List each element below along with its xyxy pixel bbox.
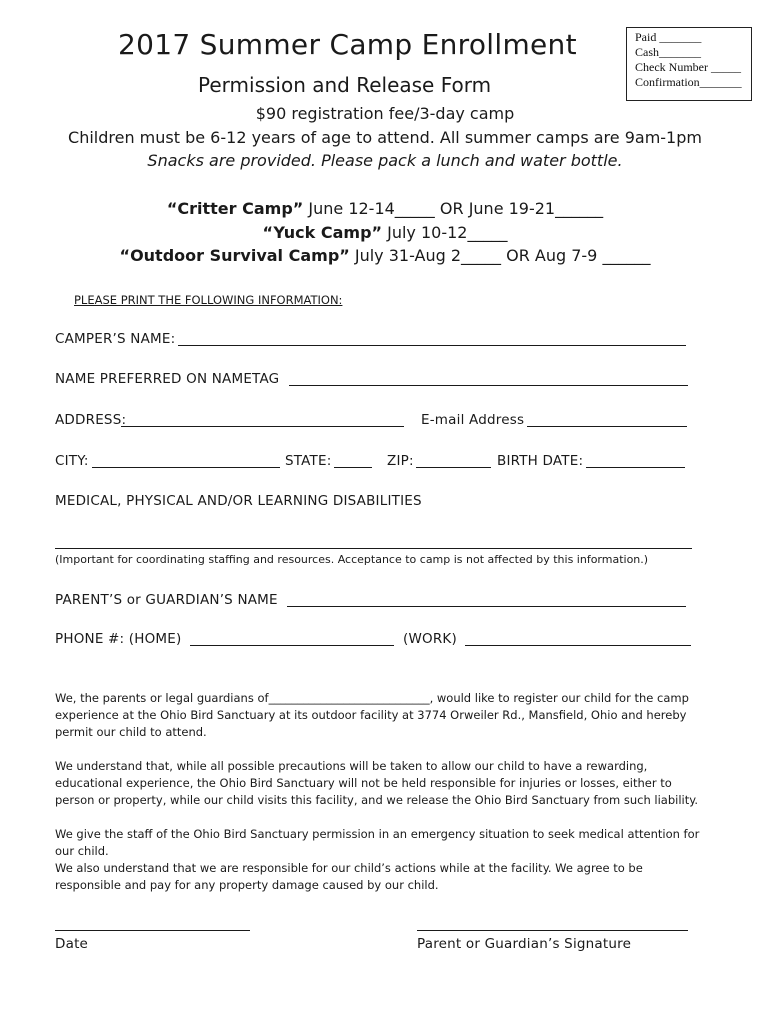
zip-field[interactable] [416, 467, 491, 468]
camp-option-yuck [0, 223, 770, 242]
phone-work-label: (WORK) [403, 631, 457, 647]
nametag-label: NAME PREFERRED ON NAMETAG [55, 371, 280, 387]
release-paragraph-liability: We understand that, while all possible precautions will be taken to allow our child to have a rewarding, educational experience, the Ohio Bird Sanctuary will not be held responsible for injuries or losses, either to person or property, while our child visits this facility, and we release the Ohio Bird Sanctuary from such liability. [55, 759, 699, 807]
snack-info: Snacks are provided. Please pack a lunch and water bottle. [147, 151, 623, 170]
cash-field: Cash_______ [635, 45, 701, 59]
print-instruction: PLEASE PRINT THE FOLLOWING INFORMATION: [74, 293, 343, 307]
office-use-box [626, 27, 752, 101]
camper-name-label: CAMPER’S NAME: [55, 331, 176, 347]
camper-name-field[interactable] [178, 345, 686, 346]
medical-label: MEDICAL, PHYSICAL AND/OR LEARNING DISABILITIES [55, 493, 422, 509]
camp-dates: July 10-12_____ [382, 223, 508, 242]
parent-name-label: PARENT’S or GUARDIAN’S NAME [55, 592, 278, 608]
age-info: Children must be 6-12 years of age to attend. All summer camps are 9am-1pm [68, 128, 702, 147]
birth-date-label: BIRTH DATE: [497, 453, 584, 469]
address-label: ADDRESS: [55, 412, 127, 428]
fee-info: $90 registration fee/3-day camp [255, 104, 515, 123]
signature-field[interactable] [417, 930, 688, 931]
phone-home-label: PHONE #: (HOME) [55, 631, 182, 647]
birth-date-field[interactable] [586, 467, 685, 468]
medical-field[interactable] [55, 548, 692, 549]
page-subtitle: Permission and Release Form [198, 73, 492, 97]
medical-note: (Important for coordinating staffing and resources. Acceptance to camp is not affected by this information.) [55, 553, 649, 566]
camp-name: “Yuck Camp” [262, 223, 383, 242]
city-label: CITY: [55, 453, 89, 469]
paid-field: Paid _______ [635, 30, 702, 44]
signature-label: Parent or Guardian’s Signature [417, 936, 632, 952]
check-number-field: Check Number _____ [635, 60, 741, 74]
date-label: Date [55, 936, 89, 952]
release-paragraph-medical: We give the staff of the Ohio Bird Sanctuary permission in an emergency situation to seek medical attention for our child. [55, 827, 700, 858]
nametag-field[interactable] [289, 385, 688, 386]
zip-label: ZIP: [387, 453, 414, 469]
address-field[interactable] [121, 426, 404, 427]
state-field[interactable] [334, 467, 372, 468]
page-title: 2017 Summer Camp Enrollment [118, 28, 577, 61]
state-label: STATE: [285, 453, 332, 469]
email-label: E-mail Address [421, 412, 525, 428]
date-field[interactable] [55, 930, 250, 931]
camp-dates: July 31-Aug 2_____ OR Aug 7-9 ______ [349, 246, 651, 265]
confirmation-field: Confirmation_______ [635, 75, 742, 89]
city-field[interactable] [92, 467, 280, 468]
phone-home-field[interactable] [190, 645, 394, 646]
parent-name-field[interactable] [287, 606, 686, 607]
camp-dates: June 12-14_____ OR June 19-21______ [303, 199, 604, 218]
release-paragraph-registration: We, the parents or legal guardians of____________________________, would like to register our child for the camp experience at the Ohio Bird Sanctuary at its outdoor facility at 3774 Orweiler Rd., Mansfield, Ohio and hereby permit our child to attend. [55, 691, 689, 739]
camp-option-critter [0, 199, 770, 218]
email-field[interactable] [527, 426, 687, 427]
camp-name: “Critter Camp” [166, 199, 304, 218]
release-paragraph-responsibility: We also understand that we are responsible for our child’s actions while at the facility. We agree to be responsible and pay for any property damage caused by our child. [55, 861, 643, 892]
camp-option-outdoor-survival [0, 246, 770, 265]
camp-name: “Outdoor Survival Camp” [119, 246, 350, 265]
phone-work-field[interactable] [465, 645, 691, 646]
